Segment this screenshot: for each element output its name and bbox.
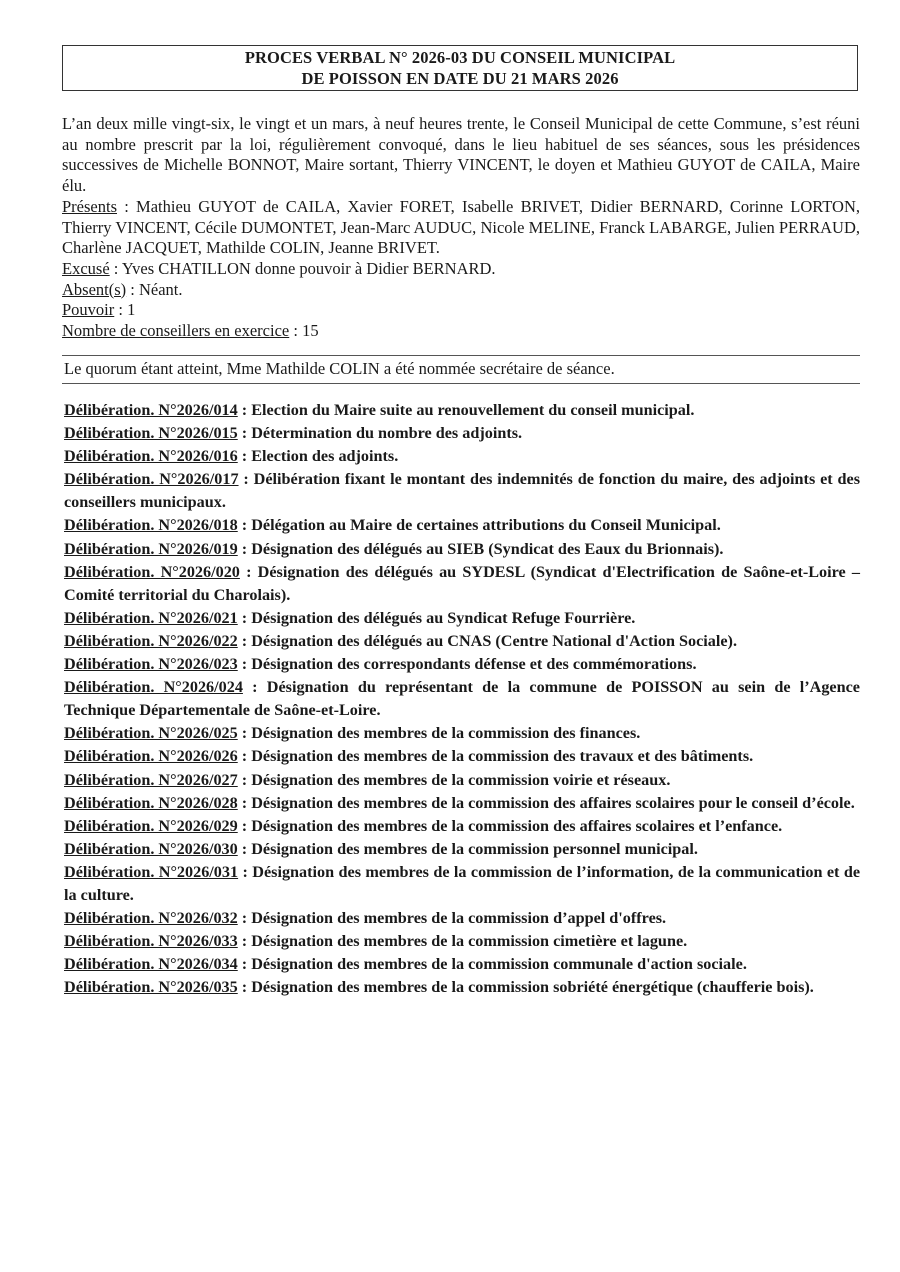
deliberation-item — [64, 930, 860, 953]
pouvoir-value: : 1 — [114, 300, 136, 320]
deliberation-text: : Désignation des délégués au SIEB (Syndicat des Eaux du Brionnais). — [237, 539, 724, 558]
divider-top — [62, 355, 860, 356]
deliberation-ref: Délibération. N°2026/019 — [64, 539, 238, 558]
deliberation-ref: Délibération. N°2026/023 — [64, 655, 238, 674]
deliberations-list — [64, 399, 860, 999]
deliberation-item — [64, 514, 860, 537]
excuse-label: Excusé — [62, 258, 110, 278]
conseillers-value: : 15 — [289, 321, 319, 341]
deliberation-item — [64, 607, 860, 630]
excuse-value: : Yves CHATILLON donne pouvoir à Didier BERNARD. — [109, 258, 496, 278]
document-title — [62, 45, 858, 91]
deliberation-ref: Délibération. N°2026/032 — [64, 909, 238, 928]
deliberation-item — [64, 861, 860, 907]
deliberation-text: : Désignation des membres de la commission cimetière et lagune. — [237, 932, 688, 951]
deliberation-text: : Désignation des membres de la commission sobriété énergétique (chaufferie bois). — [237, 978, 814, 997]
deliberation-text: : Désignation des membres de la commission des affaires scolaires et l’enfance. — [237, 816, 783, 835]
deliberation-text: : Désignation des membres de la commission voirie et réseaux. — [237, 770, 671, 789]
absents-line — [62, 280, 860, 301]
absents-label: Absent(s) — [62, 279, 127, 299]
deliberation-item — [64, 653, 860, 676]
intro-paragraph: L’an deux mille vingt-six, le vingt et un mars, à neuf heures trente, le Conseil Municipal de cette Commune, s’est réuni au nombre prescrit par la loi, régulièrement convoqué, dans le lieu habituel de ses séances, sous les présidences successives de Michelle BONNOT, Maire sortant, Thierry VINCENT, le doyen et Mathieu GUYOT de CAILA, Maire élu. — [62, 114, 860, 196]
absents-value: : Néant. — [126, 279, 183, 299]
deliberation-text: : Désignation des membres de la commission des affaires scolaires pour le conseil d’école. — [237, 793, 855, 812]
deliberation-item — [64, 399, 860, 422]
conseillers-label: Nombre de conseillers en exercice — [62, 321, 290, 341]
presents-value: : Mathieu GUYOT de CAILA, Xavier FORET, Isabelle BRIVET, Didier BERNARD, Corinne LORTON, Thierry VINCENT, Cécile DUMONTET, Jean-Marc AUDUC, Nicole MELINE, Franck LABARGE, Julien PERRAUD, Charlène JACQUET, Mathilde COLIN, Jeanne BRIVET. — [62, 196, 860, 258]
deliberation-text: : Désignation du représentant de la commune de POISSON au sein de l’Agence Technique Départementale de Saône-et-Loire. — [64, 678, 860, 720]
deliberation-ref: Délibération. N°2026/024 — [64, 678, 243, 697]
divider-bottom — [62, 383, 860, 384]
deliberation-ref: Délibération. N°2026/029 — [64, 816, 238, 835]
title-line-2: DE POISSON EN DATE DU 21 MARS 2026 — [301, 69, 619, 88]
deliberation-text: : Désignation des membres de la commission de l’information, de la communication et de la culture. — [64, 862, 861, 904]
deliberation-item — [64, 561, 860, 607]
deliberation-text: : Délégation au Maire de certaines attributions du Conseil Municipal. — [237, 516, 721, 535]
deliberation-item — [64, 745, 860, 768]
deliberation-text: : Election du Maire suite au renouvellement du conseil municipal. — [237, 401, 695, 419]
deliberation-ref: Délibération. N°2026/033 — [64, 932, 238, 951]
deliberation-text: : Désignation des délégués au Syndicat Refuge Fourrière. — [237, 608, 636, 627]
deliberation-text: : Désignation des membres de la commission des finances. — [237, 724, 641, 743]
deliberation-ref: Délibération. N°2026/031 — [64, 862, 239, 881]
pouvoir-line — [62, 300, 860, 321]
deliberation-ref: Délibération. N°2026/035 — [64, 978, 238, 997]
deliberation-ref: Délibération. N°2026/021 — [64, 608, 238, 627]
presents-label: Présents — [62, 196, 117, 216]
deliberation-ref: Délibération. N°2026/026 — [64, 747, 238, 766]
deliberation-ref: Délibération. N°2026/014 — [64, 401, 238, 419]
deliberation-item — [64, 838, 860, 861]
deliberation-text: : Désignation des membres de la commission d’appel d'offres. — [237, 909, 667, 928]
deliberation-ref: Délibération. N°2026/017 — [64, 470, 239, 489]
deliberation-ref: Délibération. N°2026/022 — [64, 631, 238, 650]
deliberation-item — [64, 445, 860, 468]
deliberation-item — [64, 907, 860, 930]
deliberation-item — [64, 538, 860, 561]
deliberation-ref: Délibération. N°2026/016 — [64, 447, 238, 466]
deliberation-text: : Désignation des membres de la commission des travaux et des bâtiments. — [237, 747, 754, 766]
deliberation-ref: Délibération. N°2026/030 — [64, 839, 238, 858]
deliberation-text: : Désignation des correspondants défense et des commémorations. — [237, 655, 697, 674]
excuse-line — [62, 259, 860, 280]
presents-line — [62, 197, 860, 259]
deliberation-item — [64, 815, 860, 838]
deliberation-ref: Délibération. N°2026/028 — [64, 793, 238, 812]
deliberation-ref: Délibération. N°2026/020 — [64, 562, 240, 581]
deliberation-item — [64, 630, 860, 653]
deliberation-item — [64, 468, 860, 514]
quorum-statement: Le quorum étant atteint, Mme Mathilde COLIN a été nommée secrétaire de séance. — [64, 359, 615, 378]
deliberation-item — [64, 722, 860, 745]
pouvoir-label: Pouvoir — [62, 300, 115, 320]
meeting-intro — [62, 114, 860, 342]
deliberation-text: : Election des adjoints. — [237, 447, 399, 466]
conseillers-line — [62, 321, 860, 342]
deliberation-text: : Désignation des membres de la commission personnel municipal. — [237, 839, 698, 858]
title-line-1: PROCES VERBAL N° 2026-03 DU CONSEIL MUNICIPAL — [244, 48, 676, 67]
deliberation-item — [64, 976, 860, 999]
deliberation-text: : Détermination du nombre des adjoints. — [237, 424, 523, 443]
deliberation-ref: Délibération. N°2026/018 — [64, 516, 238, 535]
deliberation-item — [64, 953, 860, 976]
deliberation-text: : Désignation des délégués au CNAS (Centre National d'Action Sociale). — [237, 631, 737, 650]
deliberation-item — [64, 792, 860, 815]
deliberation-item — [64, 676, 860, 722]
deliberation-ref: Délibération. N°2026/015 — [64, 424, 238, 443]
deliberation-text: : Délibération fixant le montant des indemnités de fonction du maire, des adjoints et des conseillers municipaux. — [64, 470, 860, 512]
deliberation-item — [64, 769, 860, 792]
deliberation-ref: Délibération. N°2026/027 — [64, 770, 238, 789]
deliberation-item — [64, 422, 860, 445]
deliberation-text: : Désignation des membres de la commission communale d'action sociale. — [237, 955, 747, 974]
deliberation-ref: Délibération. N°2026/025 — [64, 724, 238, 743]
deliberation-ref: Délibération. N°2026/034 — [64, 955, 238, 974]
deliberation-text: : Désignation des délégués au SYDESL (Syndicat d'Electrification de Saône-et-Loire – Comité territorial du Charolais). — [64, 562, 860, 604]
